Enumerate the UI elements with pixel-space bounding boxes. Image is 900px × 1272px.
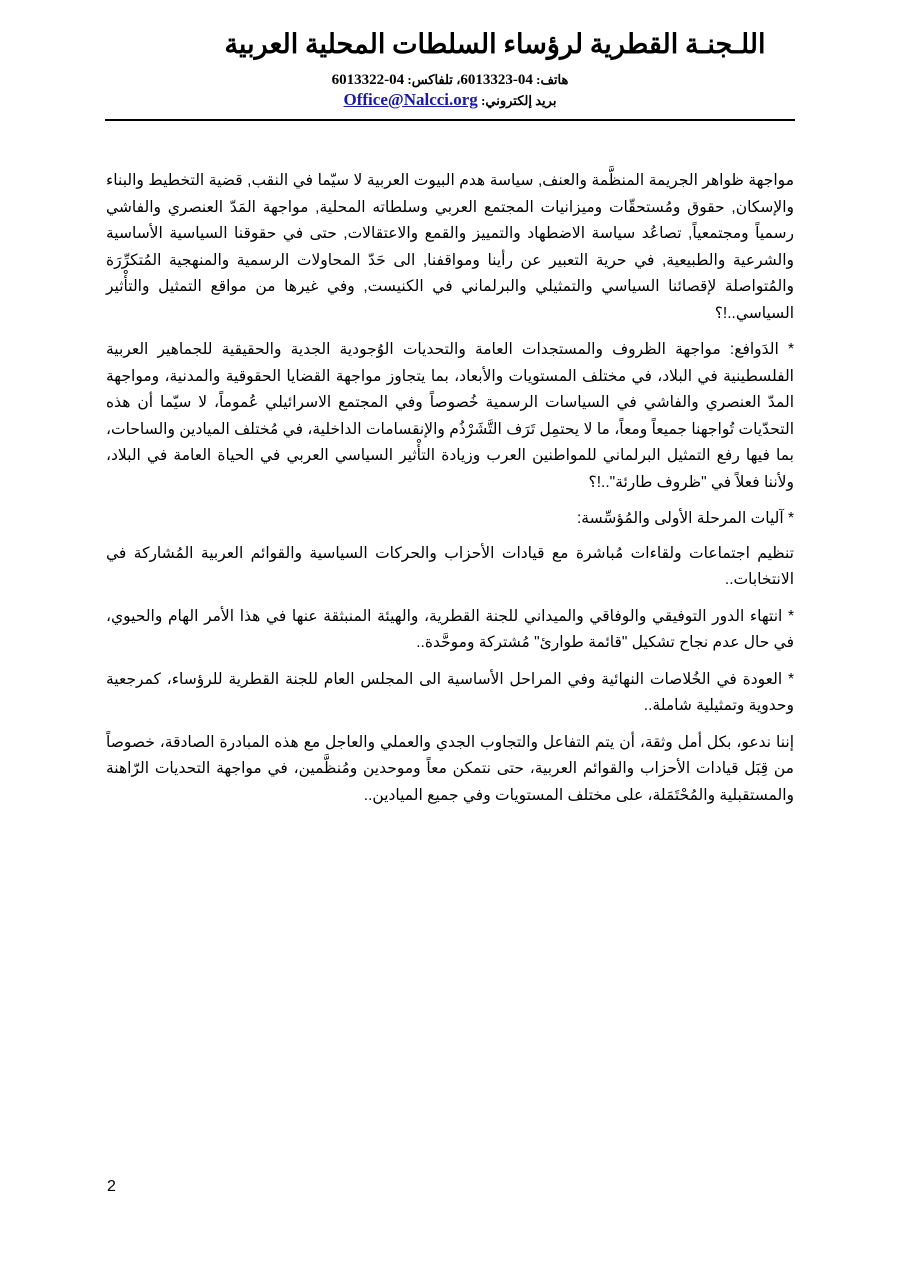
- contact-phone-fax: [105, 70, 795, 90]
- paragraph-mechanisms-heading: * آليات المرحلة الأولى والمُؤسِّسة:: [576, 510, 794, 527]
- letterhead: [105, 26, 795, 111]
- paragraph-motives: * الدَوافع: مواجهة الظروف والمستجدات العامة والتحديات الوُجودية الجدية والحقيقية للجماهير العربية الفلسطينية في البلاد، في مختلف المستويات والأبعاد، بما يتجاوز مواجهة القضايا الحقوقية والمدنية، ومواجهة المدّ العنصري والفاشي في السياسات الرسمية خُصوصاً وفي المجتمع الاسرائيلي عُموماً، لا سيّما أن هذه التحدّيات تُواجهنا جميعاً ومعاً، ما لا يحتمِل تَرَف التَّشَرْذُم والإنقسامات الداخلية، في مُختلف الميادين والساحات، بما فيها رفع التمثيل البرلماني للمواطنين العرب وزيادة التأْثير السياسي العربي في الحياة العامة في البلاد، ولأننا فعلاً في "ظروف طارئة"..!؟: [106, 341, 794, 491]
- contact-separator: ،: [456, 72, 461, 87]
- page-number: 2: [107, 1178, 116, 1195]
- organization-title: اللـجنـة القطرية لرؤساء السلطات المحلية العربية: [224, 29, 766, 59]
- header-divider: [105, 119, 795, 121]
- document-body: [106, 168, 794, 819]
- email-label: بريد إلكتروني:: [481, 93, 557, 108]
- paragraph-call-to-action: إننا ندعو، بكل أمل وثقة، أن يتم التفاعل والتجاوب الجدي والعملي والعاجل مع هذه المبادرة الصادقة، خصوصاً من قِبَل قيادات الأحزاب والقوائم العربية، حتى نتمكن معاً وموحدين ومُنظَّمين، في مواجهة التحديات الرّاهنة والمستقبلية والمُحْتَمَلة، على مختلف المستويات وفي جميع الميادين..: [106, 733, 794, 804]
- contact-email: [105, 90, 795, 111]
- paragraph-issues-list: مواجهة ظواهر الجريمة المنظَّمة والعنف, سياسة هدم البيوت العربية لا سيّما في النقب, قضية التخطيط والبناء والإسكان, حقوق ومُستحقّات وميزانيات المجتمع العربي وسلطاته المحلية, مواجهة المَدّ العنصري والفاشي رسمياً ومجتمعياً, تصاعُد سياسة الاضطهاد والتمييز والقمع والاعتقالات, حتى في حقوقنا السياسية الأساسية والشرعية والطبيعية, في حرية التعبير عن رأينا ومواقفنا, الى حَدّ المحاولات الرسمية والمنهجية المُتكرِّرَة والمُتواصلة لإقصائنا السياسي والتمثيلي والبرلماني في الكنيست, وفي غيرها من مواقع التمثيل والتأْثير السياسي..!؟: [106, 172, 794, 322]
- phone-label: هاتف:: [536, 72, 569, 87]
- paragraph-role-end: * انتهاء الدور التوفيقي والوفاقي والميداني للجنة القطرية، والهيئة المنبثقة عنها في هذا الأمر الهام والحيوي، في حال عدم نجاح تشكيل "قائمة طوارئ" مُشتركة وموحَّدة..: [106, 607, 794, 651]
- fax-label: تلفاكس:: [407, 72, 453, 87]
- email-link[interactable]: Office@Nalcci.org: [343, 90, 478, 109]
- paragraph-return-to-council: * العودة في الخُلاصات النهائية وفي المراحل الأساسية الى المجلس العام للجنة القطرية للرؤساء، كمرجعية وحدوية وتمثيلية شاملة..: [106, 670, 794, 714]
- paragraph-meetings: تنظيم اجتماعات ولقاءات مُباشرة مع قيادات الأحزاب والحركات السياسية والقوائم العربية المُشاركة في الانتخابات..: [106, 544, 794, 588]
- fax-value: 04-6013322: [331, 72, 405, 88]
- phone-value: 04-6013323: [460, 72, 533, 88]
